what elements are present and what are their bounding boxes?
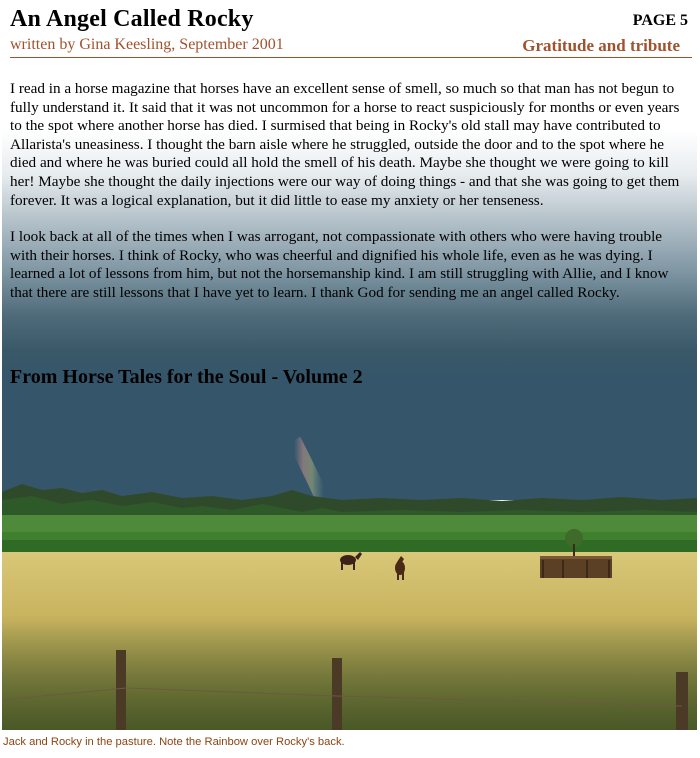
page-number: PAGE 5 — [632, 12, 688, 29]
article-body — [10, 80, 692, 321]
paragraph-2: I look back at all of the times when I was arrogant, not compassionate with others who were having trouble with their horses. I think of Rocky, who was cheerful and dignified his whole life, even as he was dying. I learned a lot of lessons from him, but not the horsemanship kind. I am still struggling with Allie, and I know that there are still lessons that I have yet to learn. I thank God for sending me an angel called Rocky. — [10, 228, 669, 301]
article-title: An Angel Called Rocky — [10, 6, 254, 32]
photo-caption: Jack and Rocky in the pasture. Note the Rainbow over Rocky's back. — [3, 736, 345, 748]
header-divider — [10, 57, 692, 58]
section-name: Gratitude and tribute — [522, 36, 680, 55]
paragraph-1: I read in a horse magazine that horses have an excellent sense of smell, so much so that man has not begun to fully understand it. It said that it was not uncommon for a horse to react suspiciously for months or even years to the spot where another horse has died. I surmised that being in Rocky's old stall may have contributed to Allarista's uneasiness. I thought the barn aisle where he struggled, outside the door and to the spot where he died and where he was buried could all hold the smell of his death. Maybe she thought we were going to kill her! Maybe she thought the daily injections were our way of doing things - and that she was going to get them forever. It was a logical explanation, but it did little to ease my anxiety or her tenseness. — [10, 80, 680, 209]
page-header — [0, 0, 700, 60]
hay-feeder — [540, 556, 612, 578]
source-credit: From Horse Tales for the Soul - Volume 2 — [10, 366, 363, 388]
byline: written by Gina Keesling, September 2001 — [10, 36, 284, 53]
